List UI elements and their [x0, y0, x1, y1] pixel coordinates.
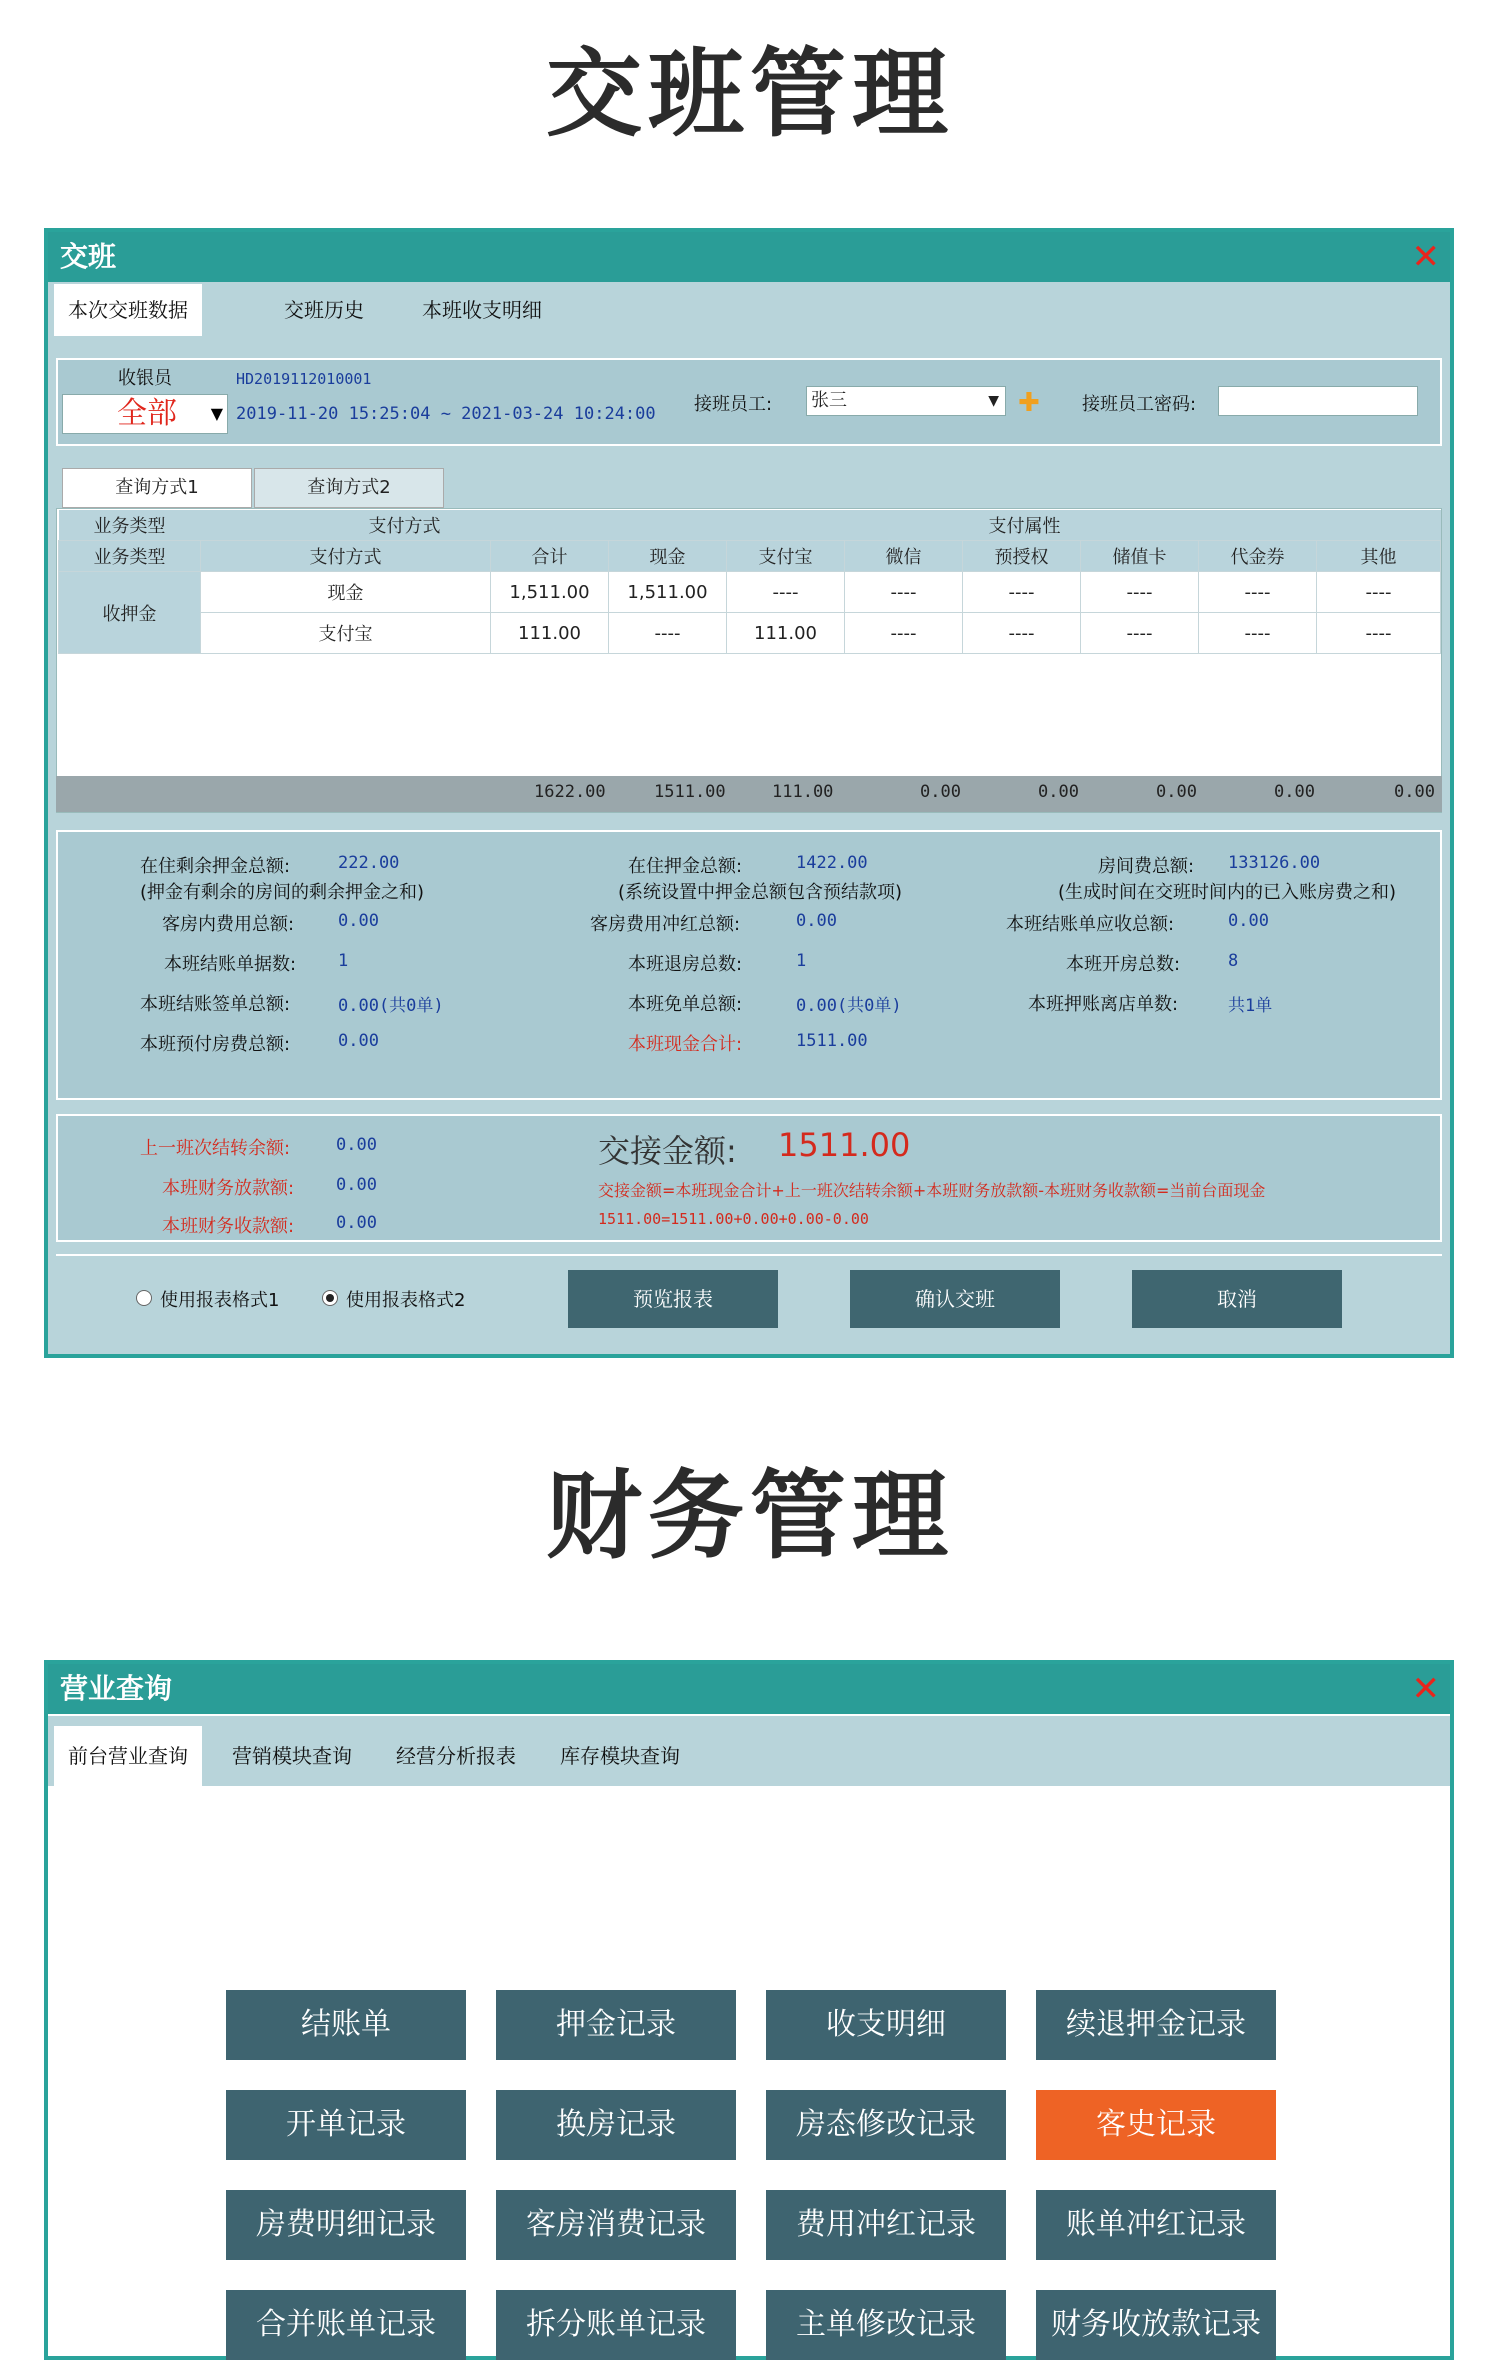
table-header-row-2	[59, 541, 1441, 572]
value-cell: ----	[1081, 572, 1199, 613]
close-icon[interactable]: ✕	[1411, 1669, 1440, 1709]
stat-value: 222.00	[338, 853, 400, 873]
total-value: 0.00	[1394, 782, 1435, 802]
stat-label: 本班押账离店单数:	[1028, 994, 1179, 1015]
stat-note: (生成时间在交班时间内的已入账房费之和)	[1058, 882, 1397, 903]
header-col: 微信	[845, 541, 963, 572]
stat-value: 1	[338, 951, 349, 971]
receiver-password-label: 接班员工密码:	[1082, 394, 1197, 415]
shift-time-range: 2019-11-20 15:25:04 ~ 2021-03-24 10:24:00	[236, 404, 656, 424]
tab-bar	[48, 1716, 1450, 1786]
stat-label: 本班开房总数:	[1066, 954, 1181, 975]
value-cell: 1,511.00	[609, 572, 727, 613]
stat-label: 本班预付房费总额:	[140, 1034, 291, 1055]
window-titlebar: 营业查询	[48, 1664, 1450, 1714]
header-col: 预授权	[963, 541, 1081, 572]
receiver-label: 接班员工:	[694, 394, 773, 415]
value-cell: ----	[845, 613, 963, 654]
header-total: 合计	[491, 541, 609, 572]
handover-formula-calc: 1511.00=1511.00+0.00+0.00-0.00	[598, 1210, 869, 1228]
split-bill-button[interactable]: 拆分账单记录	[496, 2290, 736, 2360]
stat-value: 1	[796, 951, 807, 971]
stat-value: 0.00(共0单)	[338, 996, 444, 1016]
tab-current-shift[interactable]: 本次交班数据	[54, 284, 202, 336]
stat-label: 客房内费用总额:	[162, 914, 295, 935]
stat-value: 0.00	[796, 911, 837, 931]
radio-format-1[interactable]	[136, 1290, 152, 1306]
release-label: 本班财务放款额:	[162, 1178, 295, 1199]
cashier-select[interactable]	[62, 394, 228, 434]
total-value: 1511.00	[654, 782, 726, 802]
chevron-down-icon: ▼	[988, 393, 999, 409]
total-value: 0.00	[1156, 782, 1197, 802]
total-cell: 1,511.00	[491, 572, 609, 613]
tab-marketing-query[interactable]: 营销模块查询	[232, 1744, 352, 1768]
table-row[interactable]	[59, 572, 1441, 613]
stat-value: 0.00(共0单)	[796, 996, 902, 1016]
total-value: 1622.00	[534, 782, 606, 802]
stat-label: 在住押金总额:	[628, 856, 743, 877]
prev-balance-value: 0.00	[336, 1135, 377, 1155]
room-fee-detail-button[interactable]: 房费明细记录	[226, 2190, 466, 2260]
main-bill-edit-button[interactable]: 主单修改记录	[766, 2290, 1006, 2360]
radio-format-2-label: 使用报表格式2	[346, 1290, 466, 1311]
handover-amount-value: 1511.00	[778, 1126, 911, 1164]
method-cell: 支付宝	[201, 613, 491, 654]
receive-label: 本班财务收款额:	[162, 1216, 295, 1237]
total-value: 0.00	[920, 782, 961, 802]
stat-value: 0.00	[338, 1031, 379, 1051]
deposit-refund-button[interactable]: 续退押金记录	[1036, 1990, 1276, 2060]
cash-total-label: 本班现金合计:	[628, 1034, 743, 1055]
header-col: 储值卡	[1081, 541, 1199, 572]
room-status-change-button[interactable]: 房态修改记录	[766, 2090, 1006, 2160]
section-title-shift: 交班管理	[546, 38, 954, 150]
value-cell: ----	[1317, 613, 1441, 654]
stat-value: 0.00	[338, 911, 379, 931]
stat-label: 客房费用冲红总额:	[590, 914, 741, 935]
window-titlebar: 交班	[48, 232, 1450, 282]
merge-bill-button[interactable]: 合并账单记录	[226, 2290, 466, 2360]
payment-table	[58, 510, 1441, 654]
tab-shift-history[interactable]: 交班历史	[284, 298, 364, 322]
finance-payment-button[interactable]: 财务收放款记录	[1036, 2290, 1276, 2360]
header-pay-attr: 支付属性	[609, 510, 1441, 541]
total-value: 0.00	[1038, 782, 1079, 802]
tab-inventory-query[interactable]: 库存模块查询	[560, 1744, 680, 1768]
value-cell: ----	[963, 572, 1081, 613]
header-biz-type-2: 业务类型	[59, 541, 201, 572]
receive-value: 0.00	[336, 1213, 377, 1233]
handover-formula: 交接金额=本班现金合计+上一班次结转余额+本班财务放款额-本班财务收款额=当前台面现金	[598, 1181, 1266, 1200]
stat-value: 1422.00	[796, 853, 868, 873]
header-pay-method: 支付方式	[201, 510, 609, 541]
receiver-password-input[interactable]	[1218, 386, 1418, 416]
value-cell: ----	[609, 613, 727, 654]
chevron-down-icon: ▼	[210, 404, 223, 423]
stat-label: 本班退房总数:	[628, 954, 743, 975]
total-value: 0.00	[1274, 782, 1315, 802]
open-bill-button[interactable]: 开单记录	[226, 2090, 466, 2160]
cashier-select-value: 全部	[117, 396, 177, 431]
stat-label: 在住剩余押金总额:	[140, 856, 291, 877]
value-cell: ----	[1199, 613, 1317, 654]
tab-shift-detail[interactable]: 本班收支明细	[422, 298, 542, 322]
group-cell: 收押金	[59, 572, 201, 654]
footer-bar	[56, 1254, 1442, 1346]
deposit-record-button[interactable]: 押金记录	[496, 1990, 736, 2060]
tab-bar	[48, 284, 1450, 336]
stat-label: 房间费总额:	[1098, 856, 1195, 877]
header-pay-method-2: 支付方式	[201, 541, 491, 572]
header-col: 现金	[609, 541, 727, 572]
cancel-button[interactable]: 取消	[1132, 1270, 1342, 1328]
value-cell: ----	[1081, 613, 1199, 654]
value-cell: ----	[845, 572, 963, 613]
shift-id: HD2019112010001	[236, 370, 372, 388]
stat-label: 本班结账单据数:	[164, 954, 297, 975]
receiver-select[interactable]	[806, 386, 1006, 416]
radio-format-2[interactable]	[322, 1290, 338, 1306]
stat-value: 133126.00	[1228, 853, 1321, 873]
method-cell: 现金	[201, 572, 491, 613]
stat-note: (系统设置中押金总额包含预结款项)	[618, 882, 903, 903]
checkout-bill-button[interactable]: 结账单	[226, 1990, 466, 2060]
stat-value: 共1单	[1228, 996, 1273, 1016]
table-header-row-1	[59, 510, 1441, 541]
income-expense-button[interactable]: 收支明细	[766, 1990, 1006, 2060]
value-cell: ----	[1199, 572, 1317, 613]
receiver-select-value: 张三	[811, 390, 847, 411]
totals-row	[56, 776, 1442, 812]
fee-reversal-button[interactable]: 费用冲红记录	[766, 2190, 1006, 2260]
header-col: 其他	[1317, 541, 1441, 572]
table-row[interactable]	[59, 613, 1441, 654]
bill-reversal-button[interactable]: 账单冲红记录	[1036, 2190, 1276, 2260]
total-cell: 111.00	[491, 613, 609, 654]
stat-value: 0.00	[1228, 911, 1269, 931]
cashier-label: 收银员	[118, 368, 172, 389]
radio-format-1-label: 使用报表格式1	[160, 1290, 280, 1311]
stats-panel	[56, 830, 1442, 1100]
room-consumption-button[interactable]: 客房消费记录	[496, 2190, 736, 2260]
query-mode-1-tab[interactable]: 查询方式1	[62, 468, 252, 508]
value-cell: 111.00	[727, 613, 845, 654]
stat-label: 本班免单总额:	[628, 994, 743, 1015]
query-mode-2-tab[interactable]: 查询方式2	[254, 468, 444, 508]
release-value: 0.00	[336, 1175, 377, 1195]
room-change-button[interactable]: 换房记录	[496, 2090, 736, 2160]
guest-history-button[interactable]: 客史记录	[1036, 2090, 1276, 2160]
confirm-shift-button[interactable]: 确认交班	[850, 1270, 1060, 1328]
stat-value: 8	[1228, 951, 1239, 971]
handover-panel	[56, 1114, 1442, 1242]
cash-total-value: 1511.00	[796, 1031, 868, 1051]
shift-window	[44, 228, 1454, 1358]
value-cell: ----	[727, 572, 845, 613]
stat-label: 本班结账签单总额:	[140, 994, 291, 1015]
header-biz-type: 业务类型	[59, 510, 201, 541]
value-cell: ----	[1317, 572, 1441, 613]
header-col: 支付宝	[727, 541, 845, 572]
tab-frontdesk-query[interactable]: 前台营业查询	[54, 1726, 202, 1786]
total-value: 111.00	[772, 782, 834, 802]
tab-analysis-report[interactable]: 经营分析报表	[396, 1744, 516, 1768]
close-icon[interactable]: ✕	[1411, 237, 1440, 277]
section-title-finance: 财务管理	[546, 1460, 954, 1572]
stat-note: (押金有剩余的房间的剩余押金之和)	[140, 882, 425, 903]
handover-amount-label: 交接金额:	[598, 1132, 737, 1170]
header-col: 代金券	[1199, 541, 1317, 572]
prev-balance-label: 上一班次结转余额:	[140, 1138, 291, 1159]
preview-report-button[interactable]: 预览报表	[568, 1270, 778, 1328]
add-icon[interactable]: ✚	[1018, 388, 1040, 418]
shift-info-panel	[56, 358, 1442, 446]
business-query-window	[44, 1660, 1454, 2360]
value-cell: ----	[963, 613, 1081, 654]
stat-label: 本班结账单应收总额:	[1006, 914, 1175, 935]
